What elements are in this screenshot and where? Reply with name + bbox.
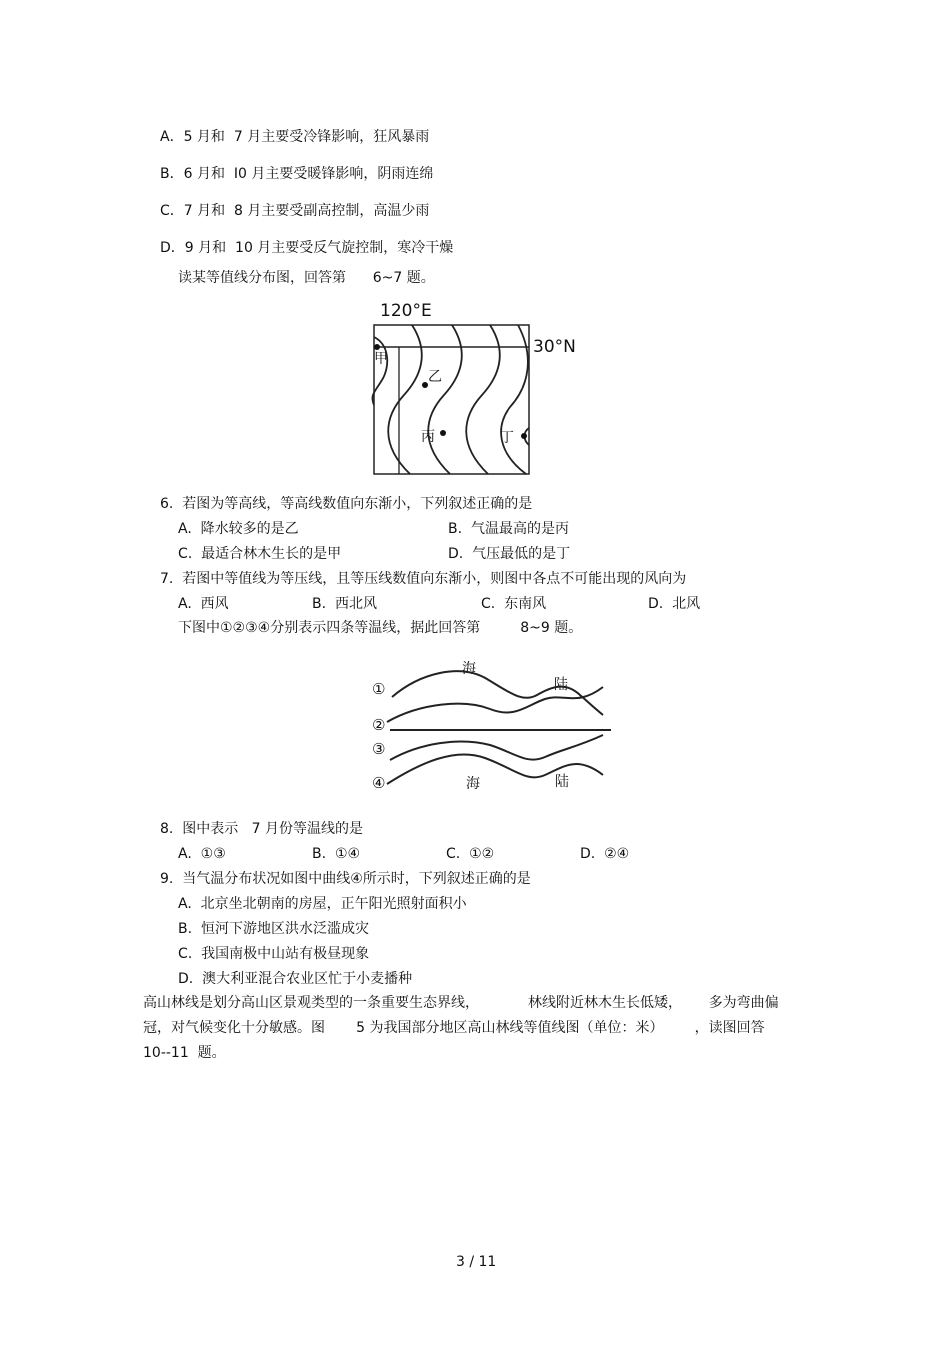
q7-option-c: C. 东南风 [481,596,547,612]
q8-option-b: B. ①④ [312,846,361,862]
page-number: 3 / 11 [456,1254,497,1270]
land-label-top: 陆 [554,677,568,693]
isotherm-label-1: ① [372,680,386,698]
q9-option-b: B. 恒河下游地区洪水泛滥成灾 [178,921,369,937]
isotherm-figure [365,655,620,795]
q5-option-a: A．5 月和 7 月主要受冷锋影响，狂风暴雨 [160,129,430,145]
q8-option-d: D. ②④ [580,846,630,862]
lat-label: 30°N [533,337,576,357]
q9-option-c: C. 我国南极中山站有极昼现象 [178,946,370,962]
intro-6-7: 读某等值线分布图，回答第 6~7 题。 [178,270,435,286]
q9-option-d: D. 澳大利亚混合农业区忙于小麦播种 [178,971,413,987]
point-yi: 乙 [428,369,442,385]
isotherm-label-2: ② [372,716,386,734]
sea-label-bottom: 海 [466,776,480,792]
q7-option-b: B. 西北风 [312,596,377,612]
sea-label-top: 海 [462,661,476,677]
q8-stem: 8. 图中表示 7 月份等温线的是 [160,821,363,837]
q7-stem: 7. 若图中等值线为等压线，且等压线数值向东渐小，则图中各点不可能出现的风向为 [160,571,687,587]
q7-option-a: A. 西风 [178,596,229,612]
point-ding: 丁 [500,430,514,446]
point-bing: 丙 [421,429,435,445]
q5-option-c: C．7 月和 8 月主要受副高控制，高温少雨 [160,203,430,219]
q6-option-b: B. 气温最高的是丙 [448,521,569,537]
q6-stem: 6. 若图为等高线，等高线数值向东渐小，下列叙述正确的是 [160,496,533,512]
q6-option-a: A. 降水较多的是乙 [178,521,299,537]
land-label-bottom: 陆 [555,774,569,790]
contour-figure [360,295,600,480]
lon-label: 120°E [380,301,432,321]
para-10-11-line3: 10--11 题。 [143,1045,226,1061]
q9-stem: 9. 当气温分布状况如图中曲线④所示时，下列叙述正确的是 [160,871,531,887]
para-10-11-line2: 冠，对气候变化十分敏感。图 5 为我国部分地区高山林线等值线图（单位：米） ，读图回答 [143,1020,765,1036]
para-10-11-line1: 高山林线是划分高山区景观类型的一条重要生态界线， 林线附近林木生长低矮， 多为弯曲偏 [143,995,779,1011]
q6-option-d: D. 气压最低的是丁 [448,546,571,562]
q9-option-a: A. 北京坐北朝南的房屋，正午阳光照射面积小 [178,896,467,912]
intro-8-9: 下图中①②③④分别表示四条等温线，据此回答第 8~9 题。 [178,620,583,636]
isotherm-label-3: ③ [372,740,386,758]
point-jia: 甲 [374,351,388,367]
q5-option-b: B．6 月和 I0 月主要受暖锋影响，阴雨连绵 [160,166,434,182]
q8-option-a: A. ①③ [178,846,226,862]
q6-option-c: C. 最适合林木生长的是甲 [178,546,342,562]
q5-option-d: D．9 月和 10 月主要受反气旋控制，寒冷干燥 [160,240,454,256]
q7-option-d: D. 北风 [648,596,701,612]
isotherm-label-4: ④ [372,774,386,792]
q8-option-c: C. ①② [446,846,495,862]
